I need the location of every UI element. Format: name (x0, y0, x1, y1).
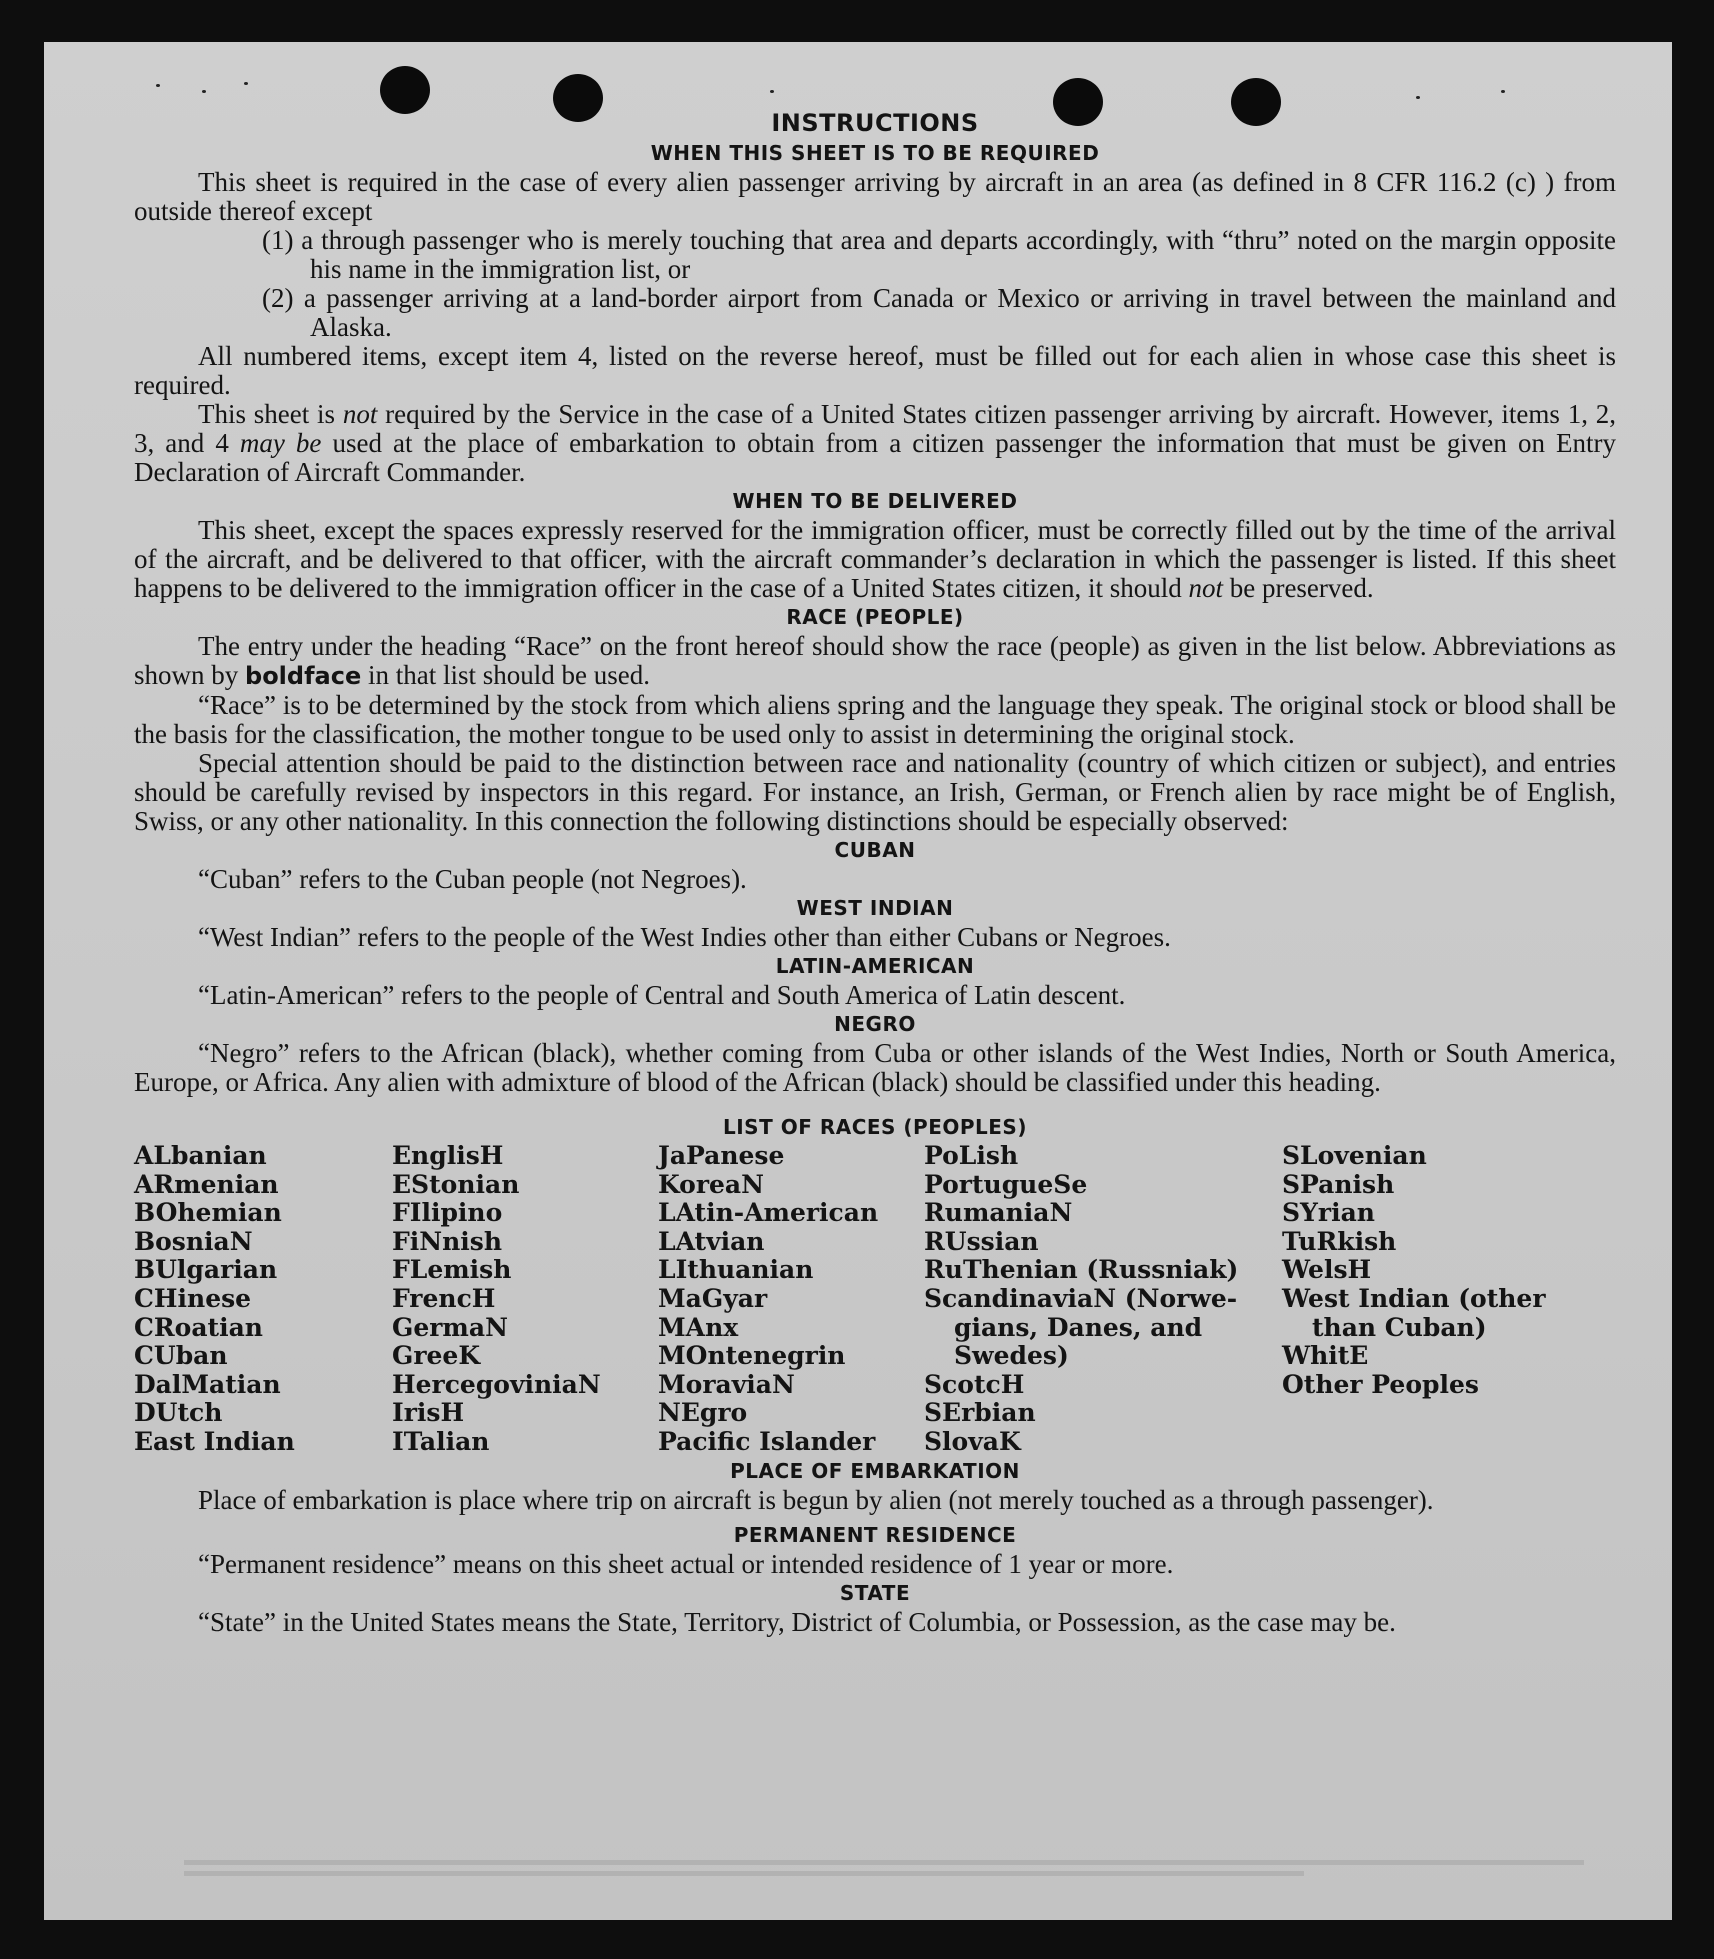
race-entry: West Indian (other (1282, 1283, 1546, 1313)
speck (202, 90, 206, 93)
race-entry: Other Peoples (1282, 1369, 1479, 1399)
text-run: used at the place of embarkation to obtain from a citizen passenger the information that must be given on Entry Declaration of Aircraft Commander. (134, 428, 1617, 487)
race-column (658, 1142, 924, 1457)
section-heading: PLACE OF EMBARKATION (730, 1458, 1020, 1483)
race-entry: BUlgarian (134, 1255, 278, 1285)
paragraph: Place of embarkation is place where trip on aircraft is begun by alien (not merely touched as a through passenger). (198, 1484, 1434, 1515)
race-entry: CRoatian (134, 1312, 263, 1342)
race-entry: ARmenian (134, 1169, 279, 1199)
race-entry: FiNnish (392, 1226, 503, 1256)
paragraph: “Negro” refers to the African (black), whether coming from Cuba or other islands of the West Indies, North or South America, Europe, or Africa. Any alien with admixture of blood of the African (black) should be classified under this heading. (134, 1038, 1616, 1097)
race-entry: PortugueSe (924, 1169, 1088, 1199)
race-column (392, 1142, 658, 1457)
race-entry: ALbanian (134, 1141, 267, 1170)
race-entry: gians, Danes, and (954, 1312, 1203, 1342)
paragraph: “State” in the United States means the State, Territory, District of Columbia, or Possession, as the case may be. (198, 1606, 1396, 1637)
section-heading: RACE (PEOPLE) (786, 605, 964, 629)
list-item: (2) a passenger arriving at a land-border airport from Canada or Mexico or arriving in travel between the mainland and Alaska. (262, 283, 1616, 342)
section-heading: CUBAN (834, 838, 916, 862)
section-heading: STATE (839, 1580, 911, 1605)
punch-hole (380, 66, 430, 114)
race-entry: East Indian (134, 1426, 295, 1456)
main-heading: INSTRUCTIONS (771, 109, 979, 137)
race-entry: TuRkish (1282, 1226, 1397, 1256)
section-heading: WHEN THIS SHEET IS TO BE REQUIRED (650, 141, 1100, 165)
race-column (924, 1142, 1282, 1457)
race-entry: Pacific Islander (658, 1426, 876, 1456)
text-run: This sheet, except the spaces expressly reserved for the immigration officer, must be correctly filled out by the time of the arrival of the aircraft, and be delivered to that officer, with the aircraft commander’s declaration in which the passenger is listed. If this sheet happens to be delivered to the immigration officer in the case of a United States citizen, it should (134, 515, 1616, 603)
race-entry: MaGyar (658, 1283, 768, 1313)
speck (244, 82, 248, 85)
italic-text: not (1188, 573, 1223, 603)
section-heading: PERMANENT RESIDENCE (733, 1522, 1017, 1547)
race-entry: BosniaN (134, 1226, 253, 1256)
race-entry: LIthuanian (658, 1255, 814, 1285)
race-entry: DUtch (134, 1398, 223, 1428)
race-entry: CHinese (134, 1283, 252, 1313)
paragraph: “Race” is to be determined by the stock from which aliens spring and the language they speak. The original stock or blood shall be the basis for the classification, the mother tongue to be used only to assist in determining the original stock. (134, 690, 1616, 749)
race-entry: RumaniaN (924, 1198, 1073, 1228)
faded-line (184, 1871, 1304, 1876)
race-entry: SYrian (1282, 1198, 1375, 1228)
race-entry: ITalian (392, 1426, 490, 1456)
race-entry: SPanish (1282, 1169, 1395, 1199)
paragraph (134, 632, 1616, 691)
text-run: be preserved. (1222, 573, 1374, 603)
race-entry: FLemish (392, 1255, 512, 1285)
speck (1416, 96, 1420, 99)
race-list (134, 1142, 1616, 1457)
race-entry: KoreaN (658, 1169, 764, 1199)
paragraph (134, 400, 1616, 487)
text-run: required by the Service in the case of a United States citizen passenger arriving by aircraft. However, items 1, 2, 3, and 4 (134, 399, 1616, 458)
paragraph: This sheet is required in the case of every alien passenger arriving by aircraft in an area (as defined in 8 CFR 116.2 (c) ) from outside thereof except (134, 167, 1616, 226)
speck (1501, 90, 1505, 93)
section-heading: LIST OF RACES (PEOPLES) (723, 1115, 1027, 1139)
race-column (134, 1142, 392, 1457)
race-entry: FrencH (392, 1283, 496, 1313)
paragraph: “West Indian” refers to the people of the West Indies other than either Cubans or Negroes. (198, 922, 1171, 952)
speck (156, 84, 160, 87)
race-entry: CUban (134, 1341, 228, 1371)
list-item: (1) a through passenger who is merely touching that area and departs accordingly, with “thru” noted on the margin opposite his name in the immigration list, or (262, 225, 1616, 284)
race-entry: SlovaK (924, 1426, 1021, 1456)
race-entry: EStonian (392, 1169, 520, 1199)
paragraph (134, 516, 1616, 603)
race-entry: ScandinaviaN (Norwe- (924, 1283, 1238, 1313)
race-entry: than Cuban) (1312, 1312, 1487, 1342)
section-heading: WHEN TO BE DELIVERED (732, 489, 1018, 513)
italic-text: not (342, 399, 378, 429)
paragraph: “Cuban” refers to the Cuban people (not Negroes). (198, 864, 747, 894)
race-entry: MAnx (658, 1312, 739, 1342)
race-entry: MOntenegrin (658, 1341, 846, 1371)
race-entry: EnglisH (392, 1141, 504, 1170)
race-entry: GreeK (392, 1341, 481, 1371)
race-entry: NEgro (658, 1398, 748, 1428)
race-entry: RUssian (924, 1226, 1039, 1256)
race-entry: LAtin-American (658, 1198, 879, 1228)
race-entry: Swedes) (954, 1341, 1069, 1371)
race-entry: PoLish (924, 1141, 1019, 1170)
race-entry: SErbian (924, 1398, 1036, 1428)
paragraph: Special attention should be paid to the distinction between race and nationality (country of which citizen or subject), and entries should be carefully revised by inspectors in this regard. For instance, an Irish, German, or French alien by race might be of English, Swiss, or any other nationality. In this connection the following distinctions should be especially observed: (134, 748, 1616, 836)
paragraph: “Permanent residence” means on this sheet actual or intended residence of 1 year or more. (198, 1548, 1174, 1579)
faded-footer-print (184, 1860, 1584, 1890)
text-run: The entry under the heading “Race” on the front hereof should show the race (people) as given in the list below. Abbreviations as shown by (134, 631, 1616, 690)
paragraph: “Latin-American” refers to the people of Central and South America of Latin descent. (198, 980, 1126, 1010)
race-column (1282, 1142, 1582, 1457)
text-run: This sheet is (198, 399, 343, 429)
boldface-text: boldface (245, 662, 362, 690)
race-entry: ScotcH (924, 1369, 1025, 1399)
race-entry: SLovenian (1282, 1141, 1427, 1170)
race-entry: BOhemian (134, 1198, 282, 1228)
race-entry: WelsH (1282, 1255, 1372, 1285)
italic-text: may be (239, 428, 322, 458)
race-entry: DalMatian (134, 1369, 281, 1399)
text-run: in that list should be used. (361, 660, 650, 690)
section-heading: NEGRO (834, 1012, 916, 1036)
race-entry: GermaN (392, 1312, 508, 1342)
race-entry: RuThenian (Russniak) (924, 1255, 1239, 1285)
section-heading: LATIN-AMERICAN (775, 954, 975, 978)
race-entry: WhitE (1282, 1341, 1369, 1371)
instructions-text (134, 108, 1616, 1637)
race-entry: IrisH (392, 1398, 465, 1428)
document-sheet (44, 42, 1672, 1920)
race-entry: JaPanese (658, 1141, 785, 1170)
race-entry: MoraviaN (658, 1369, 795, 1399)
race-entry: HercegoviniaN (392, 1369, 601, 1399)
race-entry: LAtvian (658, 1226, 765, 1256)
speck (770, 90, 774, 93)
paragraph: All numbered items, except item 4, listed on the reverse hereof, must be filled out for each alien in whose case this sheet is required. (134, 341, 1616, 400)
faded-line (184, 1860, 1584, 1865)
race-entry: FIlipino (392, 1198, 503, 1228)
section-heading: WEST INDIAN (796, 896, 954, 920)
